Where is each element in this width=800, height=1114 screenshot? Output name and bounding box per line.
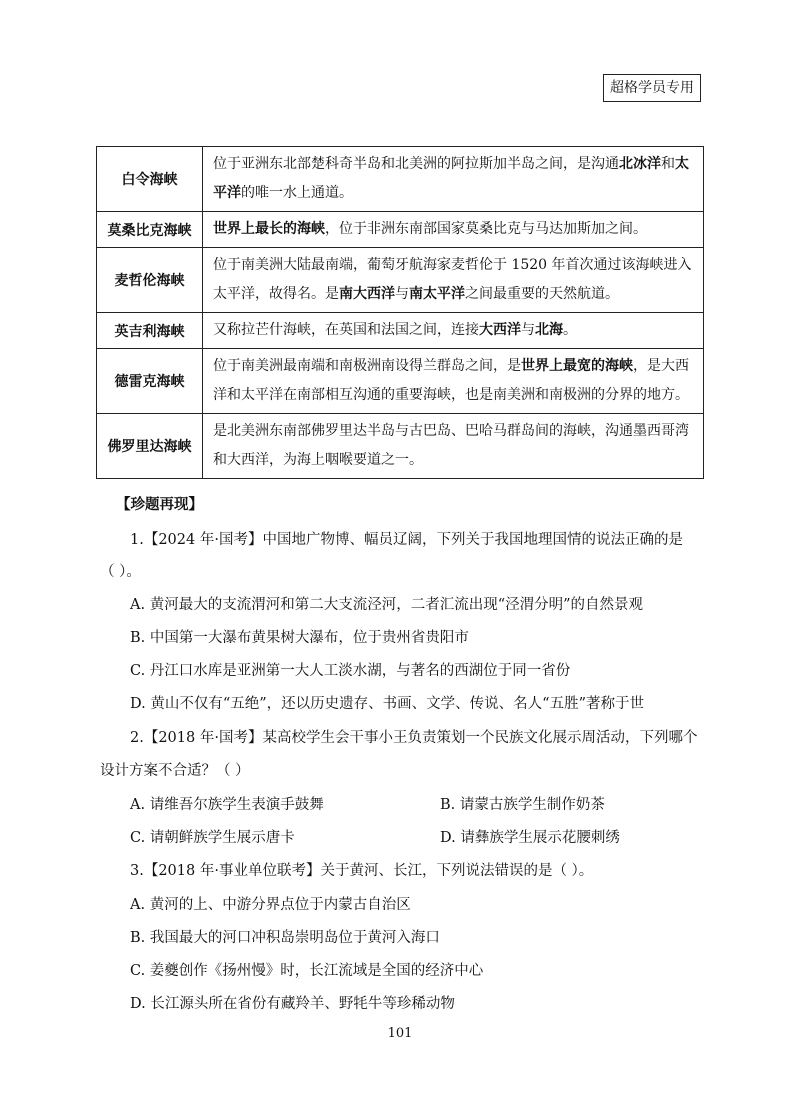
strait-row	[97, 313, 704, 349]
description-text: ，位于非洲东南部国家莫桑比克与马达加斯加之间。	[325, 221, 647, 237]
question-2-stem-cont: 设计方案不合适？（ ）	[100, 763, 250, 779]
strait-name: 白令海峡	[97, 147, 203, 212]
description-text: 的唯一水上通道。	[241, 185, 353, 201]
section-title: 【珍题再现】	[116, 496, 203, 513]
strait-row	[97, 212, 704, 248]
question-1-option-b: B. 中国第一大瀑布黄果树大瀑布，位于贵州省贵阳市	[130, 630, 469, 646]
strait-name: 麦哲伦海峡	[97, 248, 203, 313]
highlight-text: 北海	[535, 322, 563, 338]
question-1-option-a: A. 黄河最大的支流渭河和第二大支流泾河，二者汇流出现“泾渭分明”的自然景观	[130, 597, 644, 613]
question-1-option-d: D. 黄山不仅有“五绝”，还以历史遗存、书画、文学、传说、名人“五胜”著称于世	[130, 696, 644, 712]
description-text: ，是大西洋和太平洋在南部相互沟通的重要海峡，也是南美洲和南极洲的分界的地方。	[213, 358, 689, 403]
straits-table	[96, 146, 704, 479]
question-3-option-a: A. 黄河的上、中游分界点位于内蒙古自治区	[130, 897, 411, 913]
strait-name: 佛罗里达海峡	[97, 414, 203, 479]
question-1-option-c: C. 丹江口水库是亚洲第一大人工淡水湖，与著名的西湖位于同一省份	[130, 663, 571, 679]
description-text: 位于南美洲最南端和南极洲南设得兰群岛之间，是	[213, 358, 521, 374]
strait-description	[203, 414, 704, 479]
strait-row	[97, 147, 704, 212]
question-2-option-b: B. 请蒙古族学生制作奶茶	[440, 797, 605, 813]
highlight-text: 太平洋	[213, 156, 689, 201]
student-badge: 超格学员专用	[603, 74, 701, 102]
highlight-text: 南大西洋	[339, 286, 395, 302]
question-2-option-c: C. 请朝鲜族学生展示唐卡	[130, 830, 295, 846]
strait-name: 德雷克海峡	[97, 349, 203, 414]
highlight-text: 大西洋	[479, 322, 521, 338]
highlight-text: 世界上最宽的海峡	[521, 358, 633, 374]
description-text: 与	[521, 322, 535, 338]
description-text: 之间最重要的天然航道。	[465, 286, 619, 302]
strait-description	[203, 212, 704, 248]
description-text: 与	[395, 286, 409, 302]
highlight-text: 世界上最长的海峡	[213, 221, 325, 237]
question-1-stem: 1.【2024 年·国考】中国地广物博、幅员辽阔，下列关于我国地理国情的说法正确的是	[130, 532, 683, 548]
strait-description	[203, 147, 704, 212]
question-2-option-a: A. 请维吾尔族学生表演手鼓舞	[130, 797, 324, 813]
highlight-text: 南太平洋	[409, 286, 465, 302]
question-2-option-d: D. 请彝族学生展示花腰刺绣	[440, 830, 620, 846]
highlight-text: 北冰洋	[619, 156, 661, 172]
question-3-option-c: C. 姜夔创作《扬州慢》时，长江流域是全国的经济中心	[130, 963, 484, 979]
strait-description	[203, 313, 704, 349]
question-1-stem-cont: （ ）。	[100, 564, 141, 580]
description-text: 和	[661, 156, 675, 172]
strait-name: 英吉利海峡	[97, 313, 203, 349]
description-text: 位于亚洲东北部楚科奇半岛和北美洲的阿拉斯加半岛之间，是沟通	[213, 156, 619, 172]
page-number: 101	[387, 1026, 413, 1041]
description-text: 又称拉芒什海峡，在英国和法国之间，连接	[213, 322, 479, 338]
strait-row	[97, 248, 704, 313]
question-3-option-b: B. 我国最大的河口冲积岛崇明岛位于黄河入海口	[130, 930, 440, 946]
strait-row	[97, 349, 704, 414]
question-3-option-d: D. 长江源头所在省份有藏羚羊、野牦牛等珍稀动物	[130, 996, 455, 1012]
description-text: 。	[563, 322, 577, 338]
strait-name: 莫桑比克海峡	[97, 212, 203, 248]
question-2-stem: 2.【2018 年·国考】某高校学生会干事小王负责策划一个民族文化展示周活动，下列哪个	[130, 730, 698, 746]
description-text: 位于南美洲大陆最南端，葡萄牙航海家麦哲伦于 1520 年首次通过该海峡进入太平洋，故得名。是	[213, 257, 692, 302]
strait-description	[203, 248, 704, 313]
strait-row	[97, 414, 704, 479]
strait-description	[203, 349, 704, 414]
question-3-stem: 3.【2018 年·事业单位联考】关于黄河、长江，下列说法错误的是（ ）。	[130, 863, 594, 879]
description-text: 是北美洲东南部佛罗里达半岛与古巴岛、巴哈马群岛间的海峡，沟通墨西哥湾和大西洋，为海上咽喉要道之一。	[213, 423, 689, 468]
